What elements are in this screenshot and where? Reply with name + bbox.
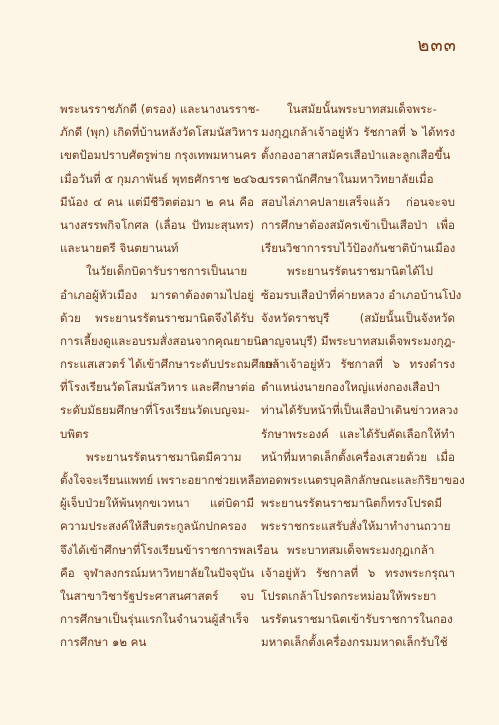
text-line: กาญจนบุรี) มีพระบาทสมเด็จพระมงกุฎ- bbox=[261, 333, 456, 348]
text-line: ที่โรงเรียนวัดโสมนัสวิหาร และศึกษาต่อ bbox=[60, 380, 256, 395]
text-line: รักษาพระองค์ และได้รับคัดเลือกให้ทำ bbox=[261, 426, 455, 441]
text-line: สอบไล่ภาคปลายเสร็จแล้ว ก่อนจะจบ bbox=[261, 194, 455, 209]
text-line: ระดับมัธยมศึกษาที่โรงเรียนวัดเบญจม- bbox=[60, 403, 250, 418]
text-line: ในสาขาวิชารัฐประศาสนศาสตร์ จบ bbox=[60, 588, 254, 603]
text-line: ความประสงค์ให้สืบตระกูลนักปกครอง bbox=[60, 519, 247, 534]
text-line: ด้วย พระยานรรัตนราชมานิตจึงได้รับ bbox=[60, 310, 254, 325]
text-line: บรรดานักศึกษาในมหาวิทยาลัยเมื่อ bbox=[261, 171, 434, 186]
text-line: พระยานรรัตนราชมานิตได้ไป bbox=[287, 264, 433, 279]
text-line: คือ จุฬาลงกรณ์มหาวิทยาลัยในปัจจุบัน bbox=[60, 565, 254, 580]
text-line: ตั้งกองอาสาสมัครเสือป่าและลูกเสือขึ้น bbox=[261, 148, 451, 163]
text-line: นรรัตนราชมานิตเข้ารับราชการในกอง bbox=[261, 612, 453, 627]
text-line: ตำแหน่งนายกองใหญ่แห่งกองเสือป่า bbox=[261, 380, 441, 395]
text-line: พระบาทสมเด็จพระมงกุฎเกล้า bbox=[287, 542, 435, 557]
text-line: ผู้เจ็บป่วยให้พ้นทุกขเวทนา แต่บิดามี bbox=[60, 496, 254, 511]
text-line: และนายตรี จินตยานนท์ bbox=[60, 241, 179, 256]
text-line: นางสรรพกิจโกศล (เลื่อน ปัทมะสุนทร) bbox=[60, 217, 254, 232]
text-line: การเลี้ยงดูและอบรมสั่งสอนจากคุณยายนิล bbox=[60, 333, 269, 348]
text-line: ในสมัยนั้นพระบาทสมเด็จพระ- bbox=[287, 102, 437, 116]
text-line: ภักดี (พุก) เกิดที่บ้านหลังวัดโสมนัสวิหาร bbox=[60, 125, 259, 140]
text-line: จึงได้เข้าศึกษาที่โรงเรียนข้าราชการพลเรือน bbox=[60, 542, 279, 557]
text-line: มีน้อง ๔ คน แต่มีชีวิตต่อมา ๒ คน คือ bbox=[60, 194, 254, 209]
text-line: การศึกษาต้องสมัครเข้าเป็นเสือป่า เพื่อ bbox=[261, 217, 455, 232]
right-text-column bbox=[261, 98, 465, 655]
page-number: ๒๓๓ bbox=[417, 35, 457, 56]
text-line: จังหวัดราชบุรี (สมัยนั้นเป็นจังหวัด bbox=[261, 310, 455, 325]
text-line: ท่านได้รับหน้าที่เป็นเสือป่าเดินข่าวหลวง bbox=[261, 403, 459, 418]
text-line: พระนรราชภักดี (ตรอง) และนางนรราช- bbox=[60, 102, 260, 116]
text-line: ในวัยเด็กบิดารับราชการเป็นนาย bbox=[86, 264, 248, 279]
text-line: มหาดเล็กตั้งเครื่องกรมมหาดเล็กรับใช้ bbox=[261, 635, 448, 650]
text-line: พระราชกระแสรับสั่งให้มาทำงานถวาย bbox=[261, 519, 451, 534]
text-line: เมื่อวันที่ ๕ กุมภาพันธ์ พุทธศักราช ๒๔๖๐ bbox=[60, 171, 264, 186]
text-line: การศึกษา ๑๒ คน bbox=[60, 635, 147, 650]
left-text-column bbox=[60, 98, 280, 655]
text-line: เกล้าเจ้าอยู่หัว รัชกาลที่ ๖ ทรงดำรง bbox=[261, 357, 455, 372]
text-line: เรียนวิชาการรบไว้ป้องกันชาติบ้านเมือง bbox=[261, 241, 456, 256]
text-line: มงกุฎเกล้าเจ้าอยู่หัว รัชกาลที่ ๖ ได้ทรง bbox=[261, 125, 455, 140]
text-line: กระแสเสวตร์ ได้เข้าศึกษาระดับประถมศึกษา bbox=[60, 357, 280, 372]
text-line: เจ้าอยู่หัว รัชกาลที่ ๖ ทรงพระกรุณา bbox=[261, 565, 455, 580]
text-line: การศึกษาเป็นรุ่นแรกในจำนวนผู้สำเร็จ bbox=[60, 612, 250, 627]
text-line: ซ้อมรบเสือป่าที่ค่ายหลวง อำเภอบ้านโป่ง bbox=[261, 287, 462, 302]
text-line: พระยานรรัตนราชมานิตมีความ bbox=[86, 449, 242, 464]
text-line: หน้าที่มหาดเล็กตั้งเครื่องเสวยด้วย เมื่อ bbox=[261, 449, 455, 464]
text-line: ทอดพระเนตรบุคลิกลักษณะและกิริยาของ bbox=[261, 473, 465, 487]
text-line: อำเภอผู้หัวเมือง มารดาต้องตามไปอยู่ bbox=[60, 287, 254, 302]
text-line: โปรดเกล้าโปรดกระหม่อมให้พระยา bbox=[261, 588, 437, 603]
text-line: พระยานรรัตนราชมานิตก็ทรงโปรดมี bbox=[261, 496, 442, 511]
text-line: เขตป้อมปราบศัตรูพ่าย กรุงเทพมหานคร bbox=[60, 148, 257, 163]
text-line: บพิตร bbox=[60, 426, 89, 441]
text-line: ตั้งใจจะเรียนแพทย์ เพราะอยากช่วยเหลือ bbox=[60, 473, 262, 487]
